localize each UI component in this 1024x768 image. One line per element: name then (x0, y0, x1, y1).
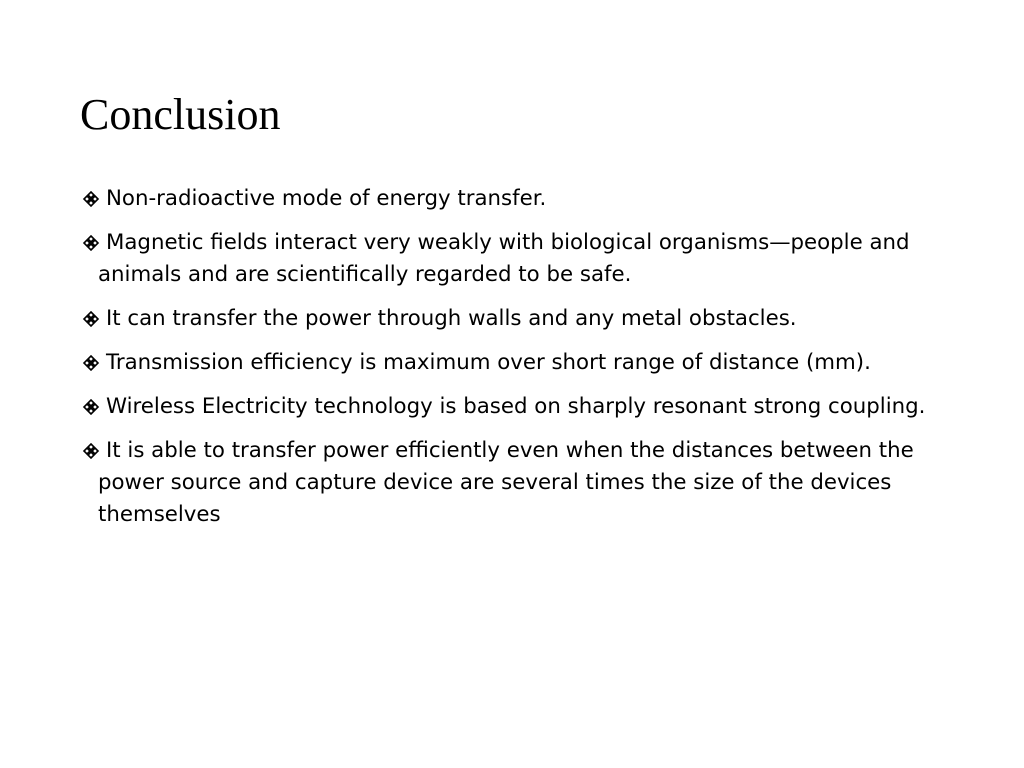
bullet-item (78, 347, 978, 379)
bullet-item (78, 391, 978, 423)
bullet-item (78, 227, 978, 291)
four-diamond-bullet-icon (78, 311, 104, 327)
bullet-text: Transmission efficiency is maximum over short range of distance (mm). (106, 350, 871, 375)
four-diamond-bullet-icon (78, 235, 104, 251)
bullet-text: Non-radioactive mode of energy transfer. (106, 186, 547, 211)
four-diamond-bullet-icon (78, 191, 104, 207)
bullet-text: Magnetic fields interact very weakly with biological organisms—people and animals and are scientifically regarded to be safe. (98, 230, 910, 287)
four-diamond-bullet-icon (78, 355, 104, 371)
bullet-item (78, 303, 978, 335)
bullet-item (78, 435, 978, 531)
bullet-list (78, 183, 978, 543)
bullet-item (78, 183, 978, 215)
four-diamond-bullet-icon (78, 399, 104, 415)
bullet-text: Wireless Electricity technology is based on sharply resonant strong coupling. (106, 394, 926, 419)
bullet-text: It can transfer the power through walls and any metal obstacles. (106, 306, 797, 331)
four-diamond-bullet-icon (78, 443, 104, 459)
bullet-text: It is able to transfer power efficiently even when the distances between the power source and capture device are several times the size of the devices themselves (98, 438, 914, 527)
slide-title: Conclusion (80, 90, 281, 139)
